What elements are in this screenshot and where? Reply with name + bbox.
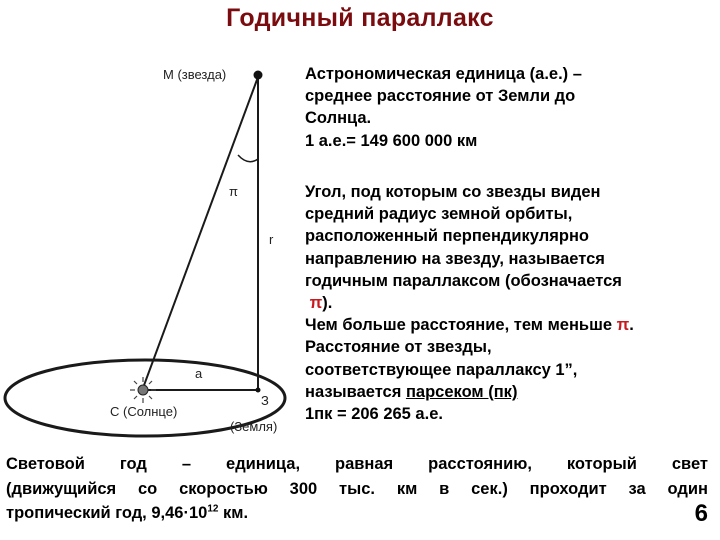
sun-star-line (143, 77, 258, 388)
text-fragment: тропический год, 9,46·10 (6, 504, 208, 522)
text-fragment: км. (218, 504, 249, 522)
light-year-definition (6, 452, 708, 526)
text-line: расположенный перпендикулярно (305, 227, 589, 246)
text-line: 1 а.е.= 149 600 000 км (305, 131, 478, 150)
text-line (6, 501, 708, 526)
text-line: соответствующее параллаксу 1”, (305, 360, 578, 379)
earth-point (256, 388, 261, 393)
pi-symbol: π (616, 316, 630, 335)
parallax-definition (305, 181, 710, 425)
text-line (305, 292, 710, 314)
page-title: Годичный параллакс (226, 4, 494, 32)
text-fragment: . (629, 316, 634, 335)
text-fragment: называется (305, 382, 406, 401)
pi-symbol: π (309, 294, 323, 313)
parallax-symbol: π (229, 184, 238, 199)
text-line (305, 314, 710, 336)
star-label: М (звезда) (163, 67, 227, 82)
text-line (305, 381, 710, 403)
parallax-angle-arc (238, 155, 258, 162)
au-definition (305, 63, 710, 152)
text-fragment: ). (322, 294, 333, 313)
text-line: средний радиус земной орбиты, (305, 205, 573, 224)
exponent: 12 (207, 503, 219, 515)
orbit-radius-a-label: a (195, 366, 203, 381)
earth-label: (Земля) (230, 419, 278, 434)
text-line: Угол, под которым со звезды виден (305, 183, 601, 201)
text-line: Солнца. (305, 109, 372, 128)
parsec-term: парсеком (пк) (405, 382, 518, 401)
text-line: Расстояние от звезды, (305, 338, 492, 357)
text-line: Астрономическая единица (а.е.) – (305, 65, 582, 83)
text-line: годичным параллаксом (обозначается (305, 271, 622, 290)
earth-letter: З (261, 393, 269, 408)
sun-icon (130, 377, 156, 403)
sun-label: С (Солнце) (110, 404, 178, 419)
star-point (254, 71, 263, 80)
text-line: Световой год – единица, равная расстоянию, который свет (6, 455, 708, 473)
text-fragment: Чем больше расстояние, тем меньше (305, 316, 617, 335)
text-line: среднее расстояние от Земли до (305, 87, 576, 106)
text-line: (движущийся со скоростью 300 тыс. км в сек.) проходит за один (6, 479, 708, 498)
text-line: 1пк = 206 265 а.е. (305, 405, 443, 424)
page-number: 6 (694, 500, 708, 527)
text-line: направлению на звезду, называется (305, 249, 605, 268)
distance-r-label: r (269, 232, 274, 247)
